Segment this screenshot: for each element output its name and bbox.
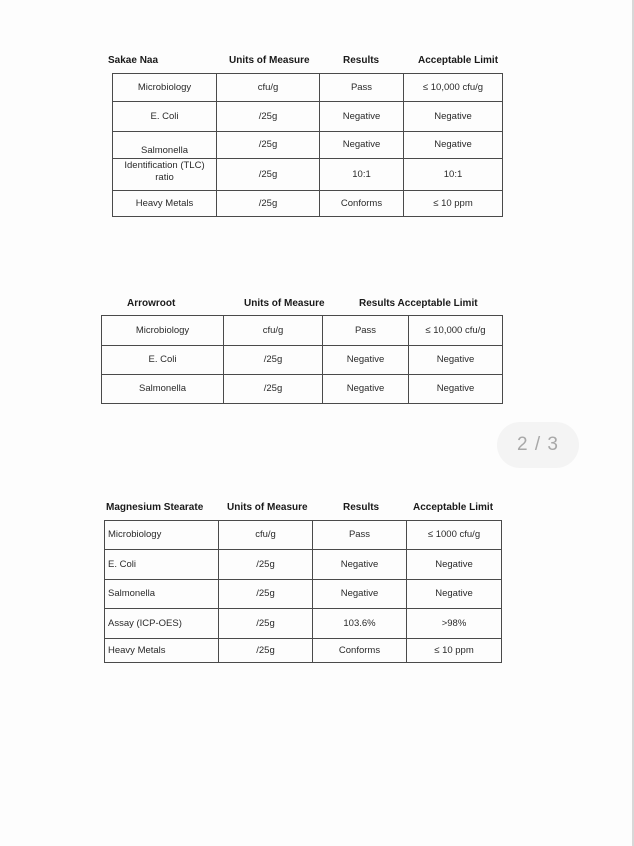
cell-limit: Negative	[407, 580, 502, 609]
arrowroot-header-product: Arrowroot	[127, 298, 176, 309]
cell-result: Pass	[320, 74, 404, 102]
table-row	[113, 132, 503, 159]
cell-limit: ≤ 10 ppm	[404, 191, 503, 217]
cell-limit: Negative	[404, 132, 503, 159]
arrowroot-table	[101, 315, 503, 404]
sakae-header-limit: Acceptable Limit	[418, 55, 499, 66]
table-row	[113, 191, 503, 217]
cell-unit: /25g	[217, 191, 320, 217]
cell-unit: /25g	[219, 580, 313, 609]
cell-test: Microbiology	[113, 74, 217, 102]
cell-unit: cfu/g	[224, 316, 323, 346]
cell-unit: /25g	[217, 102, 320, 132]
cell-result: Negative	[323, 346, 409, 375]
cell-unit: /25g	[224, 375, 323, 404]
cell-unit: cfu/g	[219, 521, 313, 550]
cell-limit: 10:1	[404, 159, 503, 191]
cell-result: 10:1	[320, 159, 404, 191]
cell-test: Assay (ICP-OES)	[105, 609, 219, 639]
cell-limit: ≤ 10,000 cfu/g	[409, 316, 503, 346]
table-row	[102, 346, 503, 375]
cell-limit: ≤ 10,000 cfu/g	[404, 74, 503, 102]
table-row	[113, 74, 503, 102]
cell-result: Pass	[323, 316, 409, 346]
magnesium-table	[104, 520, 502, 663]
cell-test: Identification (TLC) ratio	[113, 159, 217, 191]
cell-result: Conforms	[320, 191, 404, 217]
cell-limit: Negative	[409, 346, 503, 375]
table-row	[105, 521, 502, 550]
arrowroot-header-results-limit: Results Acceptable Limit	[359, 298, 478, 309]
cell-test: Heavy Metals	[113, 191, 217, 217]
table-row	[105, 580, 502, 609]
magnesium-header-units: Units of Measure	[227, 502, 308, 513]
cell-unit: /25g	[219, 639, 313, 663]
cell-test: Salmonella	[102, 375, 224, 404]
cell-limit: ≤ 10 ppm	[407, 639, 502, 663]
cell-result: Negative	[313, 580, 407, 609]
cell-unit: /25g	[224, 346, 323, 375]
arrowroot-header-units: Units of Measure	[244, 298, 325, 309]
cell-unit: /25g	[217, 159, 320, 191]
cell-result: Negative	[323, 375, 409, 404]
cell-limit: >98%	[407, 609, 502, 639]
sakae-table	[112, 73, 503, 217]
cell-test: E. Coli	[102, 346, 224, 375]
cell-result: Conforms	[313, 639, 407, 663]
cell-limit: Negative	[404, 102, 503, 132]
page-indicator: 2 / 3	[497, 422, 579, 468]
cell-result: Negative	[313, 550, 407, 580]
cell-test: E. Coli	[113, 102, 217, 132]
cell-limit: Negative	[409, 375, 503, 404]
cell-test: Microbiology	[102, 316, 224, 346]
sakae-header-results: Results	[343, 55, 380, 66]
cell-unit: /25g	[217, 132, 320, 159]
table-row	[105, 609, 502, 639]
magnesium-header-limit: Acceptable Limit	[413, 502, 494, 513]
cell-result: 103.6%	[313, 609, 407, 639]
cell-limit: ≤ 1000 cfu/g	[407, 521, 502, 550]
magnesium-header-results: Results	[343, 502, 380, 513]
table-row	[113, 159, 503, 191]
cell-test: E. Coli	[105, 550, 219, 580]
cell-unit: /25g	[219, 609, 313, 639]
table-row	[113, 102, 503, 132]
cell-unit: cfu/g	[217, 74, 320, 102]
cell-limit: Negative	[407, 550, 502, 580]
cell-test: Salmonella	[113, 132, 217, 159]
cell-test: Salmonella	[105, 580, 219, 609]
sakae-header-product: Sakae Naa	[108, 55, 159, 66]
magnesium-header-product: Magnesium Stearate	[106, 502, 204, 513]
table-row	[105, 550, 502, 580]
cell-test: Microbiology	[105, 521, 219, 550]
cell-result: Negative	[320, 132, 404, 159]
table-row	[102, 316, 503, 346]
table-row	[105, 639, 502, 663]
cell-result: Pass	[313, 521, 407, 550]
cell-result: Negative	[320, 102, 404, 132]
sakae-header-units: Units of Measure	[229, 55, 310, 66]
table-row	[102, 375, 503, 404]
cell-unit: /25g	[219, 550, 313, 580]
cell-test: Heavy Metals	[105, 639, 219, 663]
